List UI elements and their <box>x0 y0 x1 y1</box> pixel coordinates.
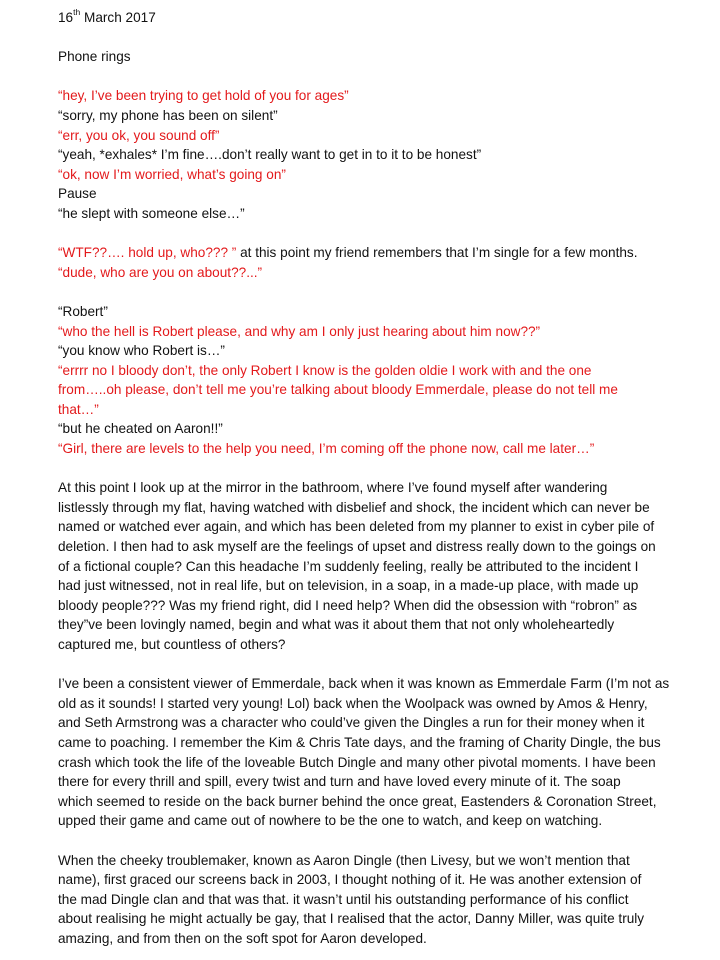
dialogue-line: Pause <box>58 186 97 202</box>
paragraph-1 <box>58 478 692 654</box>
paragraph-line: there for every thrill and spill, every twist and turn and have loved every minute of it. The soap <box>58 774 621 790</box>
document-date <box>58 8 692 28</box>
spacer <box>58 831 692 851</box>
paragraph-line: When the cheeky troublemaker, known as Aaron Dingle (then Livesy, but we won’t mention that <box>58 852 630 868</box>
dialogue-line: “sorry, my phone has been on silent” <box>58 107 278 123</box>
paragraph-line: and Seth Armstrong was a character who could’ve given the Dingles a run for their money when it <box>58 715 645 731</box>
wtf-red-part: “WTF??…. hold up, who??? ” <box>58 245 237 261</box>
wtf-black-part: at this point my friend remembers that I’m single for a few months. <box>236 245 638 261</box>
dialogue-line: “Girl, there are levels to the help you need, I’m coming off the phone now, call me later…” <box>58 441 595 457</box>
date-suffix: th <box>73 7 81 18</box>
paragraph-line: I’ve been a consistent viewer of Emmerdale, back when it was known as Emmerdale Farm (I’m not as <box>58 676 670 692</box>
paragraph-line: upped their game and came out of nowhere to be the one to watch, and keep on watching. <box>58 813 603 829</box>
dialogue-line: “you know who Robert is…” <box>58 343 225 359</box>
dialogue-line: “hey, I’ve been trying to get hold of you for ages” <box>58 88 349 104</box>
paragraph-line: which seemed to reside on the back burner behind the once great, Eastenders & Coronation Street, <box>58 793 657 809</box>
spacer <box>58 224 692 244</box>
paragraph-line: the mad Dingle clan and that was that. it wasn’t until his outstanding performance of his conflict <box>58 891 629 907</box>
paragraph-line: old as it sounds! I started very young! Lol) back when the Woolpack was owned by Amos & Henry, <box>58 695 648 711</box>
dialogue-line: “but he cheated on Aaron!!” <box>58 421 223 437</box>
document-page <box>58 8 692 949</box>
dialogue-line: from…..oh please, don’t tell me you’re talking about bloody Emmerdale, please do not tell me <box>58 382 618 398</box>
paragraph-line: had just witnessed, not in real life, but on television, in a soap, in a made-up place, with made up <box>58 578 639 594</box>
paragraph-line: amazing, and from then on the soft spot for Aaron developed. <box>58 930 427 946</box>
wtf-line <box>58 243 692 263</box>
date-day: 16 <box>58 10 74 25</box>
dialogue-line: “ok, now I’m worried, what’s going on” <box>58 166 286 182</box>
paragraph-line: deletion. I then had to ask myself are the feelings of upset and distress really down to the goings on <box>58 539 656 555</box>
paragraph-line: captured me, but countless of others? <box>58 637 286 652</box>
dude-line: “dude, who are you on about??...” <box>58 264 263 280</box>
paragraph-line: of a fictional couple? Can this headache I’m suddenly feeling, really be attributed to the incident I <box>58 558 639 574</box>
spacer <box>58 459 692 479</box>
paragraph-line: named or watched ever again, and which has been deleted from my planner to exist in cyber pile of <box>58 519 655 535</box>
paragraph-3 <box>58 851 692 949</box>
dialogue-line: that…” <box>58 401 99 417</box>
paragraph-line: came to poaching. I remember the Kim & Chris Tate days, and the framing of Charity Dingle, the bus <box>58 734 661 750</box>
paragraph-line: name), first graced our screens back in 2003, I thought nothing of it. He was another extension of <box>58 872 642 888</box>
date-rest: March 2017 <box>80 10 156 25</box>
paragraph-line: they”ve been lovingly named, begin and what was it about them that not only wholeheartedly <box>58 617 615 633</box>
spacer <box>58 655 692 675</box>
dialogue-line: “he slept with someone else…” <box>58 205 245 221</box>
dialogue-line: “Robert” <box>58 303 108 319</box>
spacer <box>58 67 692 87</box>
dialogue-line: “err, you ok, you sound off” <box>58 127 220 143</box>
section-heading: Phone rings <box>58 49 131 65</box>
spacer <box>58 28 692 48</box>
paragraph-line: about realising he might actually be gay, that I realised that the actor, Danny Miller, was quite truly <box>58 911 645 927</box>
paragraph-2 <box>58 674 692 831</box>
dialogue-line: “errrr no I bloody don’t, the only Robert I know is the golden oldie I work with and the one <box>58 362 592 378</box>
paragraph-line: listlessly through my flat, having watched with disbelief and shock, the incident which can never be <box>58 499 650 515</box>
dialogue-block-2 <box>58 302 692 459</box>
dialogue-line: “yeah, *exhales* I’m fine….don’t really want to get in to it to be honest” <box>58 147 482 163</box>
paragraph-line: crash which took the life of the loveable Butch Dingle and many other pivotal moments. I have been <box>58 754 656 770</box>
paragraph-line: bloody people??? Was my friend right, did I need help? When did the obsession with “robron” as <box>58 597 638 613</box>
spacer <box>58 282 692 302</box>
paragraph-line: At this point I look up at the mirror in the bathroom, where I’ve found myself after wandering <box>58 480 608 496</box>
dialogue-block-1 <box>58 86 692 223</box>
dialogue-line: “who the hell is Robert please, and why am I only just hearing about him now??” <box>58 323 541 339</box>
